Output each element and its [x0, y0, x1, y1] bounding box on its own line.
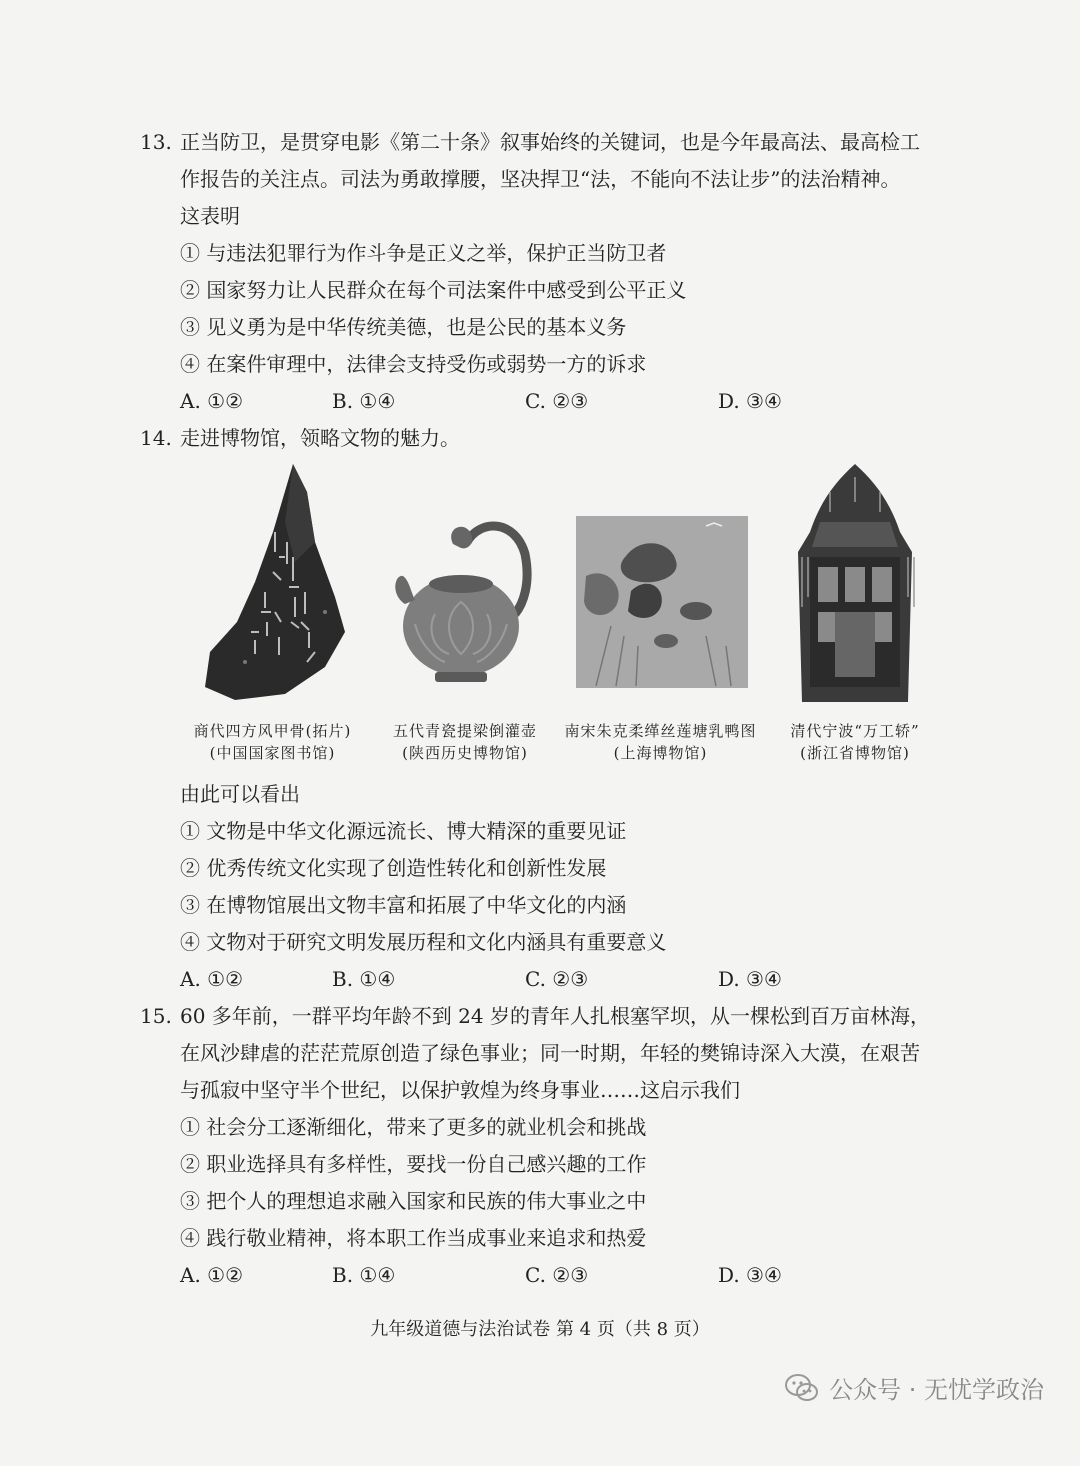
question-stem-line: 作报告的关注点。司法为勇敢撑腰，坚决捍卫“法，不能向不法让步”的法治精神。 [180, 167, 901, 191]
caption-title: 商代四方风甲骨(拓片) [193, 722, 352, 740]
choice-d: D. ③④ [718, 1263, 782, 1287]
choice-c: C. ②③ [525, 389, 589, 413]
watermark-text: 公众号 · 无忧学政治 [829, 1376, 1044, 1404]
caption-title: 南宋朱克柔缂丝莲塘乳鸭图 [564, 722, 757, 740]
figure-caption [170, 720, 375, 764]
question-number: 14. [140, 426, 172, 450]
answer-choices [140, 961, 960, 998]
figure-celadon-ewer [375, 514, 550, 690]
question-stem-line: 走进博物馆，领略文物的魅力。 [180, 426, 460, 450]
figure-caption [375, 720, 555, 764]
option-statement: ① 社会分工逐渐细化，带来了更多的就业机会和挑战 [180, 1115, 647, 1139]
question-stem-line: 60 多年前，一群平均年龄不到 24 岁的青年人扎根塞罕坝，从一棵松到百万亩林海， [180, 1004, 930, 1028]
option-statement: ③ 在博物馆展出文物丰富和拓展了中华文化的内涵 [180, 893, 627, 917]
question-15 [140, 998, 960, 1294]
question-stem-line: 与孤寂中坚守半个世纪，以保护敦煌为终身事业……这启示我们 [180, 1078, 740, 1102]
caption-source: (陕西历史博物馆) [402, 744, 528, 762]
caption-source: (浙江省博物馆) [800, 744, 910, 762]
page-footer: 九年级道德与法治试卷 第 4 页（共 8 页） [370, 1319, 710, 1340]
question-14 [140, 420, 960, 457]
figure-wedding-sedan [780, 462, 930, 708]
oracle-bone-rubbing-icon [175, 462, 375, 702]
option-statement: ④ 在案件审理中，法律会支持受伤或弱势一方的诉求 [180, 352, 647, 376]
option-statement: ① 与违法犯罪行为作斗争是正义之举，保护正当防卫者 [180, 241, 667, 265]
choice-a: A. ①② [180, 967, 244, 991]
question-stem-line: 正当防卫，是贯穿电影《第二十条》叙事始终的关键词，也是今年最高法、最高检工 [180, 130, 920, 154]
celadon-ewer-icon [375, 514, 550, 684]
choice-d: D. ③④ [718, 389, 782, 413]
silk-tapestry-icon [576, 516, 748, 688]
question-number: 15. [140, 1004, 172, 1028]
question-13 [140, 124, 960, 420]
choice-c: C. ②③ [525, 1263, 589, 1287]
caption-title: 五代青瓷提梁倒灌壶 [392, 722, 537, 740]
question-stem-line: 在风沙肆虐的茫茫荒原创造了绿色事业；同一时期，年轻的樊锦诗深入大漠，在艰苦 [180, 1041, 920, 1065]
question-number: 13. [140, 130, 172, 154]
option-statement: ③ 把个人的理想追求融入国家和民族的伟大事业之中 [180, 1189, 647, 1213]
option-statement: ④ 践行敬业精神，将本职工作当成事业来追求和热爱 [180, 1226, 647, 1250]
choice-b: B. ①④ [332, 389, 396, 413]
option-statement: ③ 见义勇为是中华传统美德，也是公民的基本义务 [180, 315, 627, 339]
question-lead: 由此可以看出 [180, 782, 300, 806]
option-statement: ② 优秀传统文化实现了创造性转化和创新性发展 [180, 856, 607, 880]
choice-c: C. ②③ [525, 967, 589, 991]
caption-source: (中国国家图书馆) [209, 744, 336, 762]
caption-title: 清代宁波“万工轿” [790, 722, 920, 740]
choice-b: B. ①④ [332, 967, 396, 991]
choice-a: A. ①② [180, 389, 244, 413]
answer-choices [140, 1257, 960, 1294]
option-statement: ② 国家努力让人民群众在每个司法案件中感受到公平正义 [180, 278, 687, 302]
wedding-sedan-icon [780, 462, 930, 702]
choice-b: B. ①④ [332, 1263, 396, 1287]
artifact-figures [175, 462, 935, 772]
figure-silk-tapestry [574, 516, 749, 694]
answer-choices [140, 383, 960, 420]
figure-caption [558, 720, 763, 764]
question-stem-line: 这表明 [180, 204, 240, 228]
watermark [785, 1370, 1044, 1405]
choice-d: D. ③④ [718, 967, 782, 991]
option-statement: ④ 文物对于研究文明发展历程和文化内涵具有重要意义 [180, 930, 667, 954]
wechat-icon [785, 1373, 819, 1403]
option-statement: ① 文物是中华文化源远流长、博大精深的重要见证 [180, 819, 627, 843]
figure-oracle-bone [175, 462, 375, 708]
caption-source: (上海博物馆) [613, 744, 708, 762]
option-statement: ② 职业选择具有多样性，要找一份自己感兴趣的工作 [180, 1152, 647, 1176]
figure-caption [770, 720, 940, 764]
question-14-body [140, 776, 960, 998]
choice-a: A. ①② [180, 1263, 244, 1287]
